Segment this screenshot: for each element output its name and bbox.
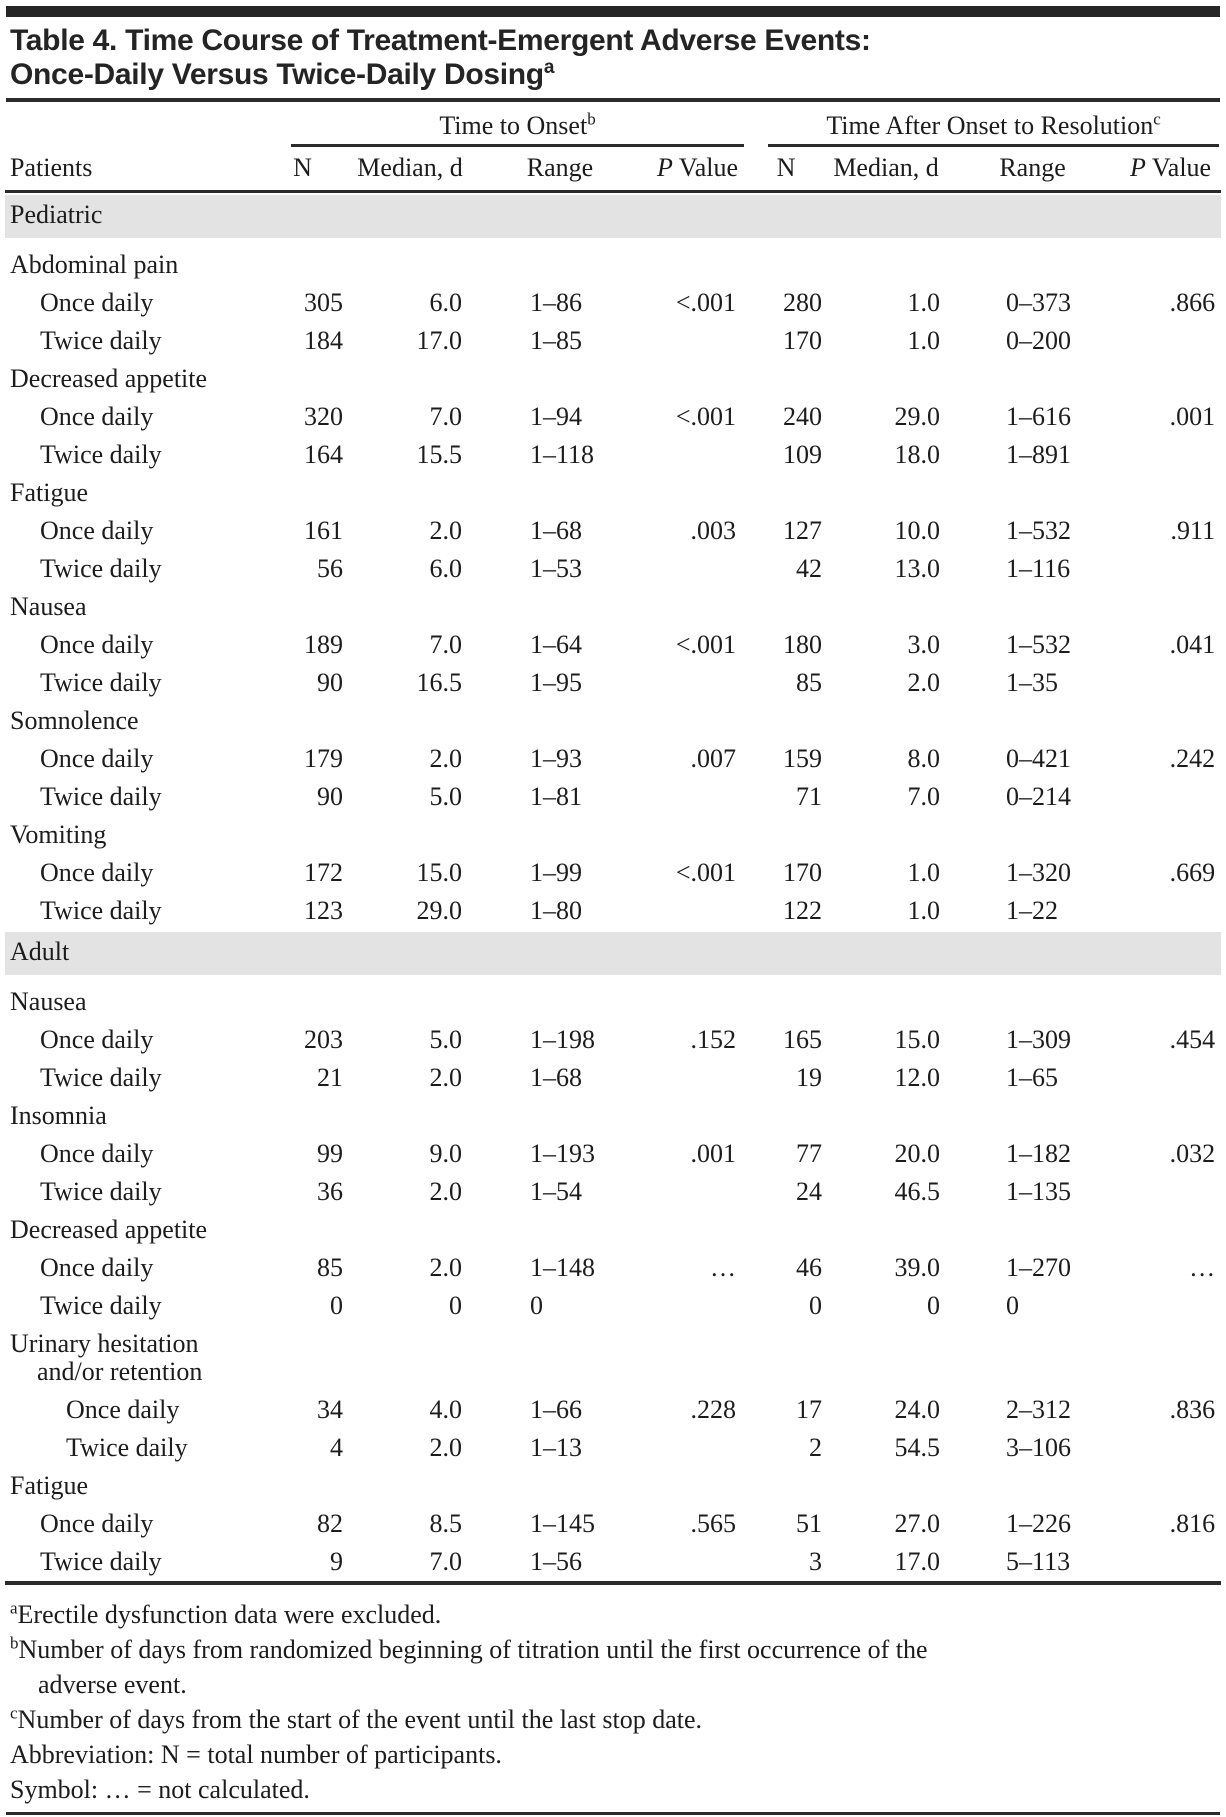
cell-resolution-n: 46: [796, 1253, 823, 1282]
cell-onset-pvalue: [650, 664, 745, 702]
dose-row: [5, 1505, 1221, 1543]
cell-onset-median: 5.0: [429, 1025, 462, 1054]
cell-onset-median: 7.0: [429, 402, 462, 431]
cell-onset-pvalue: [650, 1059, 745, 1097]
dose-row: [5, 1021, 1221, 1059]
cell-resolution-median: 1.0: [907, 326, 941, 355]
cell-resolution-median: 2.0: [907, 668, 941, 697]
dose-row: [5, 512, 1221, 550]
resolution-footnote-marker: c: [1153, 109, 1161, 129]
cell-resolution-median: 3.0: [907, 630, 941, 659]
cell-resolution-n: 0: [809, 1291, 823, 1320]
cell-onset-range: 1–81: [530, 782, 582, 811]
cell-onset-range: 1–64: [530, 630, 582, 659]
footnote-marker: b: [10, 1633, 19, 1653]
cell-resolution-median: 8.0: [907, 744, 941, 773]
cell-resolution-n: 17: [796, 1395, 823, 1424]
cell-onset-pvalue: [650, 1543, 745, 1583]
cell-onset-pvalue: .152: [690, 1025, 737, 1054]
event-name-cell: [5, 588, 1221, 626]
cell-resolution-range: 1–182: [1006, 1139, 1072, 1168]
cell-onset-n: 90: [317, 668, 343, 697]
cell-onset-median: 15.0: [416, 858, 462, 887]
cell-onset-range: 1–85: [530, 326, 582, 355]
footnote-line: [10, 1737, 1218, 1772]
dose-row: [5, 1249, 1221, 1287]
event-name: Decreased appetite: [10, 364, 208, 393]
cell-onset-pvalue: .003: [690, 516, 737, 545]
event-name: Somnolence: [10, 706, 139, 735]
table-title-line1: Table 4. Time Course of Treatment-Emergent Adverse Events:: [10, 24, 871, 57]
dose-row: [5, 550, 1221, 588]
title-footnote-marker: a: [543, 57, 555, 78]
event-name-row: [5, 1467, 1221, 1505]
cell-resolution-pvalue: .816: [1169, 1509, 1216, 1538]
cell-onset-n: 320: [304, 402, 343, 431]
cell-onset-median: 2.0: [429, 516, 462, 545]
cell-onset-n: 0: [330, 1291, 343, 1320]
event-name: Urinary hesitation: [10, 1329, 199, 1358]
cell-onset-pvalue: [650, 550, 745, 588]
section-header-row: [5, 930, 1221, 983]
footnote-text: Abbreviation: N = total number of participants.: [10, 1740, 502, 1769]
cell-onset-n: 36: [317, 1177, 343, 1206]
cell-onset-range: 0: [530, 1291, 543, 1320]
cell-resolution-n: 170: [783, 858, 823, 887]
cell-onset-median: 7.0: [429, 1547, 462, 1576]
cell-resolution-n: 85: [796, 668, 823, 697]
cell-onset-median: 6.0: [429, 288, 462, 317]
cell-onset-n: 172: [304, 858, 343, 887]
cell-resolution-median: 1.0: [907, 288, 941, 317]
cell-onset-n: 123: [304, 896, 343, 925]
cell-resolution-range: 0–421: [1006, 744, 1072, 773]
cell-onset-range: 1–68: [530, 1063, 582, 1092]
event-name-continued: and/or retention: [37, 1357, 203, 1386]
group-header-time-to-resolution: Time After Onset to Resolution$^c$: [745, 102, 1221, 148]
event-name: Abdominal pain: [10, 250, 179, 279]
dose-row: [5, 1429, 1221, 1467]
cell-onset-n: 164: [304, 440, 343, 469]
cell-resolution-range: 1–532: [1006, 516, 1072, 545]
cell-onset-range: 1–193: [530, 1139, 595, 1168]
cell-resolution-median: 12.0: [894, 1063, 941, 1092]
dose-label: Once daily: [40, 744, 154, 773]
cell-resolution-range: 1–320: [1006, 858, 1072, 887]
cell-resolution-pvalue: .454: [1169, 1025, 1216, 1054]
dose-label: Once daily: [40, 1509, 154, 1538]
cell-resolution-pvalue: [1120, 550, 1221, 588]
cell-onset-n: 34: [317, 1395, 343, 1424]
event-name-row: [5, 360, 1221, 398]
cell-onset-range: 1–68: [530, 516, 582, 545]
dose-label: Once daily: [40, 288, 154, 317]
section-label: Adult: [5, 932, 1221, 975]
dose-label: Twice daily: [40, 896, 162, 925]
cell-resolution-median: 27.0: [894, 1509, 941, 1538]
cell-resolution-range: 0–214: [1006, 782, 1072, 811]
event-name-row: [5, 1325, 1221, 1391]
dose-label: Twice daily: [40, 782, 162, 811]
event-name-row: [5, 702, 1221, 740]
cell-onset-median: 9.0: [429, 1139, 462, 1168]
cell-onset-median: 29.0: [416, 896, 462, 925]
cell-onset-n: 85: [317, 1253, 343, 1282]
dose-row: [5, 778, 1221, 816]
event-name-cell: [5, 983, 1221, 1021]
table-title-line2: Once-Daily Versus Twice-Daily Dosing$^a$: [10, 57, 555, 91]
cell-onset-range: 1–94: [530, 402, 582, 431]
column-header-resolution-n: N: [745, 148, 827, 192]
cell-onset-n: 161: [304, 516, 343, 545]
cell-resolution-pvalue: .866: [1169, 288, 1216, 317]
cell-onset-median: 15.5: [416, 440, 462, 469]
section-cell: [5, 192, 1221, 247]
dose-row: [5, 1135, 1221, 1173]
cell-onset-range: 1–145: [530, 1509, 595, 1538]
top-rule-bar: [6, 6, 1220, 17]
footnote-text: adverse event.: [38, 1670, 187, 1699]
cell-resolution-range: 1–22: [1006, 896, 1059, 925]
cell-resolution-range: 1–309: [1006, 1025, 1072, 1054]
dose-row: [5, 1391, 1221, 1429]
cell-onset-pvalue: [650, 1429, 745, 1467]
dose-row: [5, 854, 1221, 892]
cell-resolution-median: 39.0: [894, 1253, 941, 1282]
cell-onset-range: 1–198: [530, 1025, 595, 1054]
cell-onset-range: 1–99: [530, 858, 582, 887]
footnotes-block: [10, 1597, 1218, 1807]
cell-resolution-pvalue: …: [1189, 1253, 1216, 1282]
cell-resolution-pvalue: [1120, 436, 1221, 474]
cell-onset-range: 1–86: [530, 288, 582, 317]
footnote-text: Number of days from the start of the event until the last stop date.: [17, 1705, 703, 1734]
event-name: Vomiting: [10, 820, 107, 849]
cell-resolution-pvalue: [1120, 322, 1221, 360]
dose-label: Once daily: [40, 402, 154, 431]
cell-resolution-n: 127: [783, 516, 823, 545]
event-name-cell: [5, 474, 1221, 512]
cell-resolution-n: 159: [783, 744, 823, 773]
dose-row: [5, 436, 1221, 474]
cell-onset-pvalue: [650, 1173, 745, 1211]
section-cell: [5, 930, 1221, 983]
group-header-row: [5, 102, 1221, 148]
event-name: Nausea: [10, 592, 87, 621]
cell-resolution-range: 2–312: [1006, 1395, 1072, 1424]
cell-resolution-median: 17.0: [894, 1547, 941, 1576]
cell-onset-n: 189: [304, 630, 343, 659]
event-name-cell: [5, 1467, 1221, 1505]
cell-onset-range: 1–80: [530, 896, 582, 925]
dose-label: Twice daily: [40, 440, 162, 469]
cell-onset-range: 1–54: [530, 1177, 582, 1206]
dose-label: Once daily: [40, 1139, 154, 1168]
cell-onset-pvalue: .001: [690, 1139, 737, 1168]
cell-resolution-pvalue: [1120, 892, 1221, 930]
cell-resolution-median: 1.0: [907, 858, 941, 887]
group-header-spacer: [5, 102, 255, 148]
event-name-cell: [5, 1097, 1221, 1135]
cell-onset-median: 16.5: [416, 668, 462, 697]
cell-onset-n: 4: [330, 1433, 343, 1462]
column-header-onset-pvalue: P Value: [650, 148, 745, 192]
cell-onset-range: 1–66: [530, 1395, 582, 1424]
column-header-onset-median: Median, d: [350, 148, 470, 192]
cell-onset-n: 99: [317, 1139, 343, 1168]
event-name-cell: [5, 246, 1221, 284]
cell-resolution-range: 0–200: [1006, 326, 1072, 355]
cell-resolution-pvalue: .041: [1169, 630, 1216, 659]
event-name-row: [5, 1211, 1221, 1249]
cell-resolution-pvalue: [1120, 1429, 1221, 1467]
cell-onset-median: 2.0: [429, 744, 462, 773]
event-name: Fatigue: [10, 1471, 88, 1500]
event-name-cell: [5, 816, 1221, 854]
cell-resolution-pvalue: [1120, 664, 1221, 702]
cell-resolution-n: 42: [796, 554, 823, 583]
cell-resolution-median: 29.0: [894, 402, 941, 431]
cell-resolution-range: 1–270: [1006, 1253, 1072, 1282]
event-name: Fatigue: [10, 478, 88, 507]
event-name-cell: [5, 1211, 1221, 1249]
cell-onset-median: 0: [449, 1291, 462, 1320]
cell-onset-median: 2.0: [429, 1253, 462, 1282]
footnote-text: Number of days from randomized beginning of titration until the first occurrence of the: [18, 1635, 928, 1664]
cell-onset-median: 2.0: [429, 1063, 462, 1092]
dose-label: Twice daily: [40, 668, 162, 697]
event-name-row: [5, 474, 1221, 512]
cell-resolution-range: 0–373: [1006, 288, 1072, 317]
event-name: Decreased appetite: [10, 1215, 208, 1244]
cell-resolution-pvalue: [1120, 1173, 1221, 1211]
cell-onset-pvalue: <.001: [675, 630, 737, 659]
column-header-onset-range: Range: [470, 148, 650, 192]
group-header-time-to-onset: Time to Onset$^b$: [255, 102, 745, 148]
cell-onset-range: 1–95: [530, 668, 582, 697]
cell-resolution-n: 51: [796, 1509, 823, 1538]
footnote-line: [10, 1772, 1218, 1807]
cell-resolution-pvalue: [1120, 778, 1221, 816]
dose-label: Twice daily: [40, 1063, 162, 1092]
dose-row: [5, 1287, 1221, 1325]
cell-resolution-median: 18.0: [894, 440, 941, 469]
footnote-marker: a: [10, 1598, 18, 1618]
column-header-row: [5, 148, 1221, 192]
cell-resolution-range: 1–616: [1006, 402, 1072, 431]
cell-resolution-pvalue: .669: [1169, 858, 1216, 887]
dose-label: Twice daily: [40, 326, 162, 355]
event-name-row: [5, 983, 1221, 1021]
event-name-row: [5, 816, 1221, 854]
cell-resolution-median: 10.0: [894, 516, 941, 545]
column-header-patients: Patients: [5, 148, 255, 192]
cell-onset-range: 1–118: [530, 440, 595, 469]
cell-resolution-n: 170: [783, 326, 823, 355]
cell-onset-n: 9: [330, 1547, 343, 1576]
cell-onset-median: 2.0: [429, 1177, 462, 1206]
dose-label: Once daily: [40, 630, 154, 659]
cell-onset-pvalue: .228: [690, 1395, 737, 1424]
column-header-resolution-pvalue: P Value: [1120, 148, 1221, 192]
section-label: Pediatric: [5, 195, 1221, 238]
column-header-resolution-range: Range: [945, 148, 1120, 192]
cell-onset-n: 56: [317, 554, 343, 583]
event-name-cell: [5, 702, 1221, 740]
cell-resolution-n: 71: [796, 782, 823, 811]
dose-row: [5, 664, 1221, 702]
footnote-marker: c: [10, 1703, 18, 1723]
cell-resolution-pvalue: [1120, 1287, 1221, 1325]
cell-resolution-median: 0: [927, 1291, 941, 1320]
cell-onset-median: 5.0: [429, 782, 462, 811]
cell-onset-n: 203: [304, 1025, 343, 1054]
cell-resolution-range: 1–891: [1006, 440, 1072, 469]
cell-resolution-n: 165: [783, 1025, 823, 1054]
cell-onset-pvalue: [650, 322, 745, 360]
cell-resolution-pvalue: [1120, 1059, 1221, 1097]
cell-resolution-n: 3: [809, 1547, 823, 1576]
dose-row: [5, 398, 1221, 436]
cell-onset-n: 21: [317, 1063, 343, 1092]
cell-resolution-n: 240: [783, 402, 823, 431]
cell-resolution-range: 1–226: [1006, 1509, 1072, 1538]
cell-onset-n: 184: [304, 326, 343, 355]
cell-onset-range: 1–93: [530, 744, 582, 773]
column-header-onset-n: N: [255, 148, 350, 192]
footnote-text: Erectile dysfunction data were excluded.: [17, 1600, 442, 1629]
cell-onset-pvalue: <.001: [675, 288, 737, 317]
dose-label: Twice daily: [66, 1433, 188, 1462]
cell-onset-n: 82: [317, 1509, 343, 1538]
cell-onset-range: 1–53: [530, 554, 582, 583]
cell-resolution-range: 1–65: [1006, 1063, 1059, 1092]
event-name: Insomnia: [10, 1101, 107, 1130]
dose-row: [5, 1059, 1221, 1097]
dose-label: Once daily: [40, 516, 154, 545]
cell-onset-pvalue: <.001: [675, 858, 737, 887]
cell-resolution-n: 122: [783, 896, 823, 925]
footnote-line: [10, 1667, 1218, 1702]
cell-onset-pvalue: [650, 892, 745, 930]
cell-onset-pvalue: <.001: [675, 402, 737, 431]
cell-onset-pvalue: .565: [690, 1509, 737, 1538]
cell-resolution-range: 1–135: [1006, 1177, 1072, 1206]
cell-resolution-pvalue: .001: [1169, 402, 1216, 431]
dose-row: [5, 740, 1221, 778]
cell-resolution-range: 3–106: [1006, 1433, 1072, 1462]
footnote-text: Symbol: … = not calculated.: [10, 1775, 310, 1804]
footnote-line: [10, 1632, 1218, 1667]
event-name-row: [5, 246, 1221, 284]
cell-resolution-pvalue: .836: [1169, 1395, 1216, 1424]
cell-onset-median: 2.0: [429, 1433, 462, 1462]
cell-onset-pvalue: .007: [690, 744, 737, 773]
dose-label: Twice daily: [40, 1177, 162, 1206]
cell-onset-median: 4.0: [429, 1395, 462, 1424]
footnote-line: [10, 1702, 1218, 1737]
cell-resolution-n: 19: [796, 1063, 823, 1092]
cell-resolution-pvalue: .242: [1169, 744, 1216, 773]
cell-resolution-n: 280: [783, 288, 823, 317]
dose-label: Twice daily: [40, 554, 162, 583]
event-name-row: [5, 588, 1221, 626]
cell-onset-pvalue: …: [710, 1253, 737, 1282]
cell-onset-median: 7.0: [429, 630, 462, 659]
cell-resolution-median: 46.5: [894, 1177, 941, 1206]
cell-resolution-range: 5–113: [1006, 1547, 1071, 1576]
cell-resolution-n: 2: [809, 1433, 823, 1462]
dose-row: [5, 1173, 1221, 1211]
dose-label: Once daily: [40, 1025, 154, 1054]
event-name-row: [5, 1097, 1221, 1135]
footnote-line: [10, 1597, 1218, 1632]
section-header-row: [5, 192, 1221, 247]
cell-onset-median: 6.0: [429, 554, 462, 583]
cell-onset-range: 1–13: [530, 1433, 582, 1462]
cell-resolution-pvalue: .032: [1169, 1139, 1216, 1168]
dose-label: Twice daily: [40, 1291, 162, 1320]
cell-onset-n: 305: [304, 288, 343, 317]
dose-row: [5, 626, 1221, 664]
cell-onset-n: 179: [304, 744, 343, 773]
cell-resolution-pvalue: .911: [1170, 516, 1216, 545]
cell-resolution-range: 1–116: [1006, 554, 1071, 583]
cell-onset-pvalue: [650, 778, 745, 816]
table-title: [10, 24, 1216, 92]
cell-resolution-median: 24.0: [894, 1395, 941, 1424]
dose-row: [5, 322, 1221, 360]
column-header-resolution-median: Median, d: [827, 148, 945, 192]
cell-resolution-range: 0: [1006, 1291, 1020, 1320]
cell-onset-range: 1–148: [530, 1253, 595, 1282]
onset-footnote-marker: b: [587, 109, 596, 129]
cell-resolution-pvalue: [1120, 1543, 1221, 1583]
event-name-cell: [5, 360, 1221, 398]
dose-row: [5, 284, 1221, 322]
cell-onset-pvalue: [650, 436, 745, 474]
adverse-events-table: [5, 102, 1221, 1585]
cell-resolution-median: 13.0: [894, 554, 941, 583]
dose-label: Twice daily: [40, 1547, 162, 1576]
cell-resolution-range: 1–35: [1006, 668, 1059, 697]
cell-resolution-range: 1–532: [1006, 630, 1072, 659]
bottom-rule: [6, 1812, 1220, 1815]
cell-resolution-n: 24: [796, 1177, 823, 1206]
cell-onset-median: 17.0: [416, 326, 462, 355]
cell-resolution-median: 54.5: [894, 1433, 941, 1462]
event-name: Nausea: [10, 987, 87, 1016]
cell-onset-n: 90: [317, 782, 343, 811]
cell-resolution-median: 15.0: [894, 1025, 941, 1054]
dose-label: Once daily: [40, 858, 154, 887]
cell-resolution-n: 180: [783, 630, 823, 659]
dose-row: [5, 1543, 1221, 1583]
cell-onset-range: 1–56: [530, 1547, 582, 1576]
dose-label: Once daily: [40, 1253, 154, 1282]
cell-resolution-median: 1.0: [907, 896, 941, 925]
cell-resolution-median: 20.0: [894, 1139, 941, 1168]
event-name-cell: [5, 1325, 1221, 1391]
dose-label: Once daily: [66, 1395, 180, 1424]
cell-onset-median: 8.5: [429, 1509, 462, 1538]
dose-row: [5, 892, 1221, 930]
cell-onset-pvalue: [650, 1287, 745, 1325]
cell-resolution-median: 7.0: [907, 782, 941, 811]
cell-resolution-n: 109: [783, 440, 823, 469]
cell-resolution-n: 77: [796, 1139, 823, 1168]
